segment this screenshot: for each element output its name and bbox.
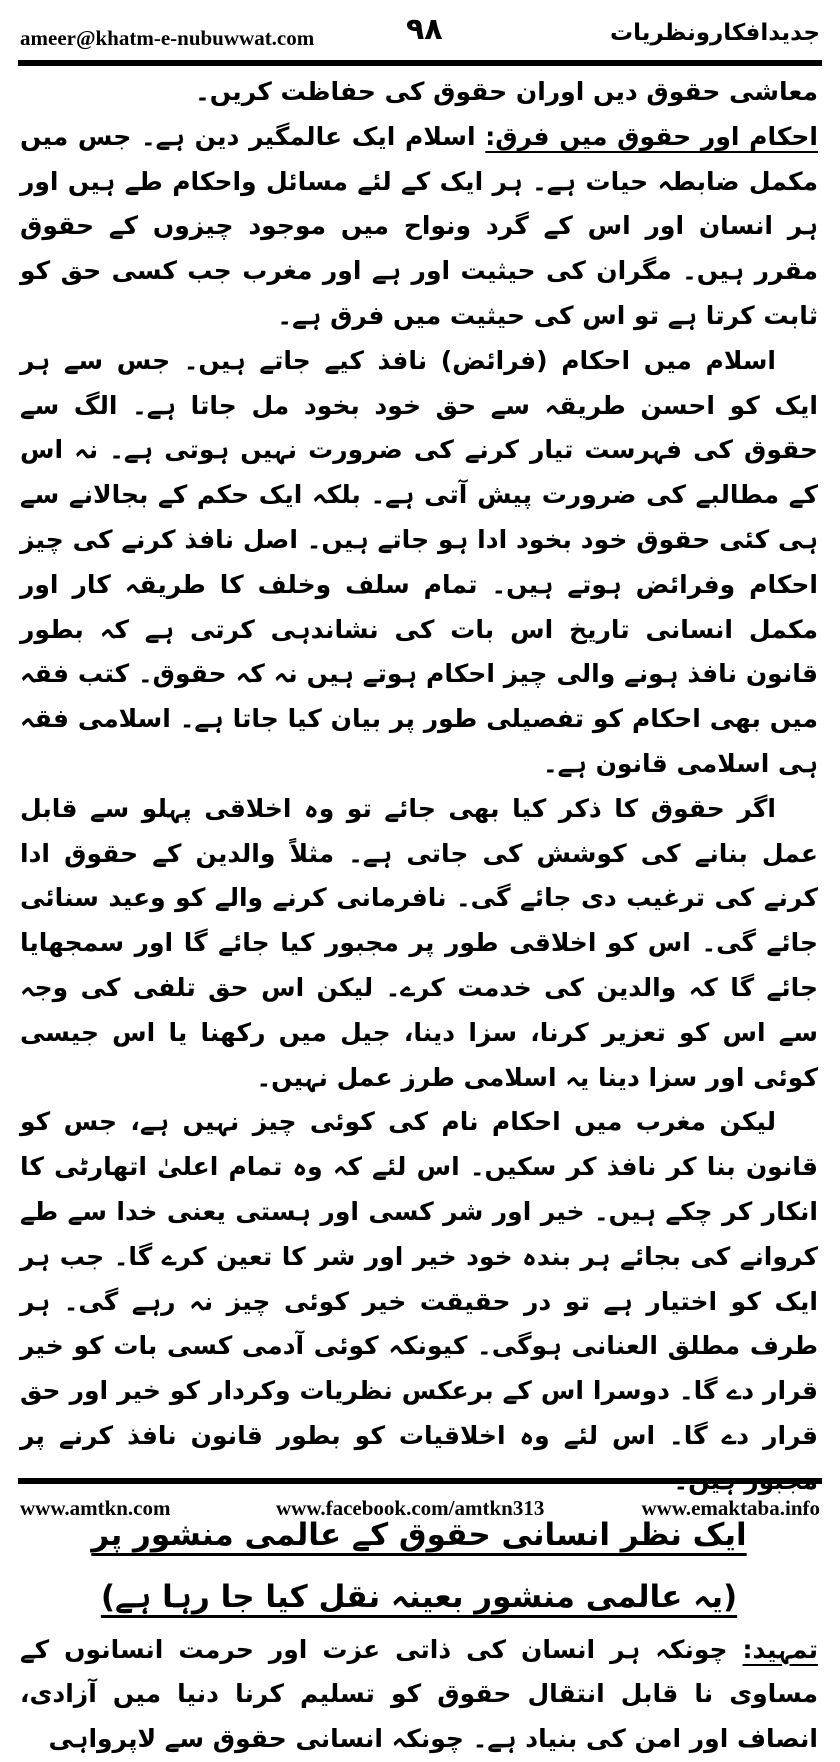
paragraph-5: لیکن مغرب میں احکام نام کی کوئی چیز نہیں ہے، جس کو قانون بنا کر نافذ کر سکیں۔ اس لئے کہ وہ تمام اعلیٰ اتھارٹی کا انکار کر چکے ہیں۔ خیر اور شر کسی اور ہستی یعنی خدا سے طے کروانے کی بجائے ہر بندہ خود خیر اور شر کا تعین کرے گا۔ جب ہر ایک کو اختیار ہے تو در حقیقت خیر کوئی چیز نہ رہے گی۔ ہر طرف مطلق العنانی ہوگی۔ کیونکہ کوئی آدمی کسی بات کو خیر قرار دے گا۔ دوسرا اس کے برعکس نظریات وکردار کو خیر اور حق قرار دے گا۔ اس لئے وہ اخلاقیات کو بطور قانون نافذ کرنے پر مجبور ہیں۔	[20, 1107, 818, 1495]
paragraph-1: معاشی حقوق دیں اوران حقوق کی حفاظت کریں۔	[195, 77, 818, 106]
page-number: ۹۸	[406, 12, 443, 47]
section-label-ahkam: احکام اور حقوق میں فرق:	[485, 121, 819, 151]
header-email: ameer@khatm-e-nubuwwat.com	[20, 26, 315, 50]
paragraph-3: اسلام میں احکام (فرائض) نافذ کیے جاتے ہیں۔ جس سے ہر ایک کو احسن طریقہ سے حق خود بخود مل جاتا ہے۔ الگ سے حقوق کی فہرست تیار کرنے کی ضرورت نہیں ہوتی ہے۔ نہ اس کے مطالبے کی ضرورت پیش آتی ہے۔ بلکہ ایک حکم کے بجالانے سے ہی کئی حقوق خود بخود ادا ہو جاتے ہیں۔ اصل نافذ کرنے کی چیز احکام وفرائض ہوتے ہیں۔ تمام سلف وخلف کا طریقہ کار اور مکمل انسانی تاریخ اس بات کی نشاندہی کرتی ہے کہ بطور قانون نافذ ہونے والی چیز احکام ہوتے ہیں نہ کہ حقوق۔ کتب فقہ میں بھی احکام کو تفصیلی طور پر بیان کیا جاتا ہے۔ اسلامی فقہ ہی اسلامی قانون ہے۔	[20, 345, 818, 778]
paragraph-2-text: اسلام ایک عالمگیر دین ہے۔ جس میں مکمل ضابطہ حیات ہے۔ ہر ایک کے لئے مسائل واحکام طے ہیں اور ہر انسان اور اس کے گرد ونواح میں موجود چیزوں کے حقوق مقرر ہیں۔ مگران کی حیثیت اور ہے اور مغرب جب کسی حق کو ثابت کرتا ہے تو اس کی حیثیت میں فرق ہے۔	[20, 121, 818, 330]
paragraph-4: اگر حقوق کا ذکر کیا بھی جائے تو وہ اخلاقی پہلو سے قابل عمل بنانے کی کوشش کی جاتی ہے۔ مثلاً والدین کے حقوق ادا کرنے کی ترغیب دی جائے گی۔ نافرمانی کرنے والے کو وعید سنائی جائے گی۔ اس کو اخلاقی طور پر مجبور کیا جائے گا اور سمجھایا جائے گا کہ والدین کی خدمت کرے۔ لیکن اس حق تلفی کی وجہ سے اس کو تعزیر کرنا، سزا دینا، جیل میں رکھنا یا اس جیسی کوئی اور سزا دینا یہ اسلامی طرز عمل نہیں۔	[20, 793, 818, 1092]
page-header	[18, 8, 822, 56]
footer-link-amtkn[interactable]: www.amtkn.com	[20, 1496, 171, 1520]
heading-title: ایک نظر انسانی حقوق کے عالمی منشور پر	[91, 1516, 747, 1553]
footer-rule	[18, 1478, 822, 1484]
footer-link-facebook[interactable]: www.facebook.com/amtkn313	[276, 1496, 545, 1520]
section-subheading	[20, 1566, 818, 1628]
footer-link-emaktaba[interactable]: www.emaktaba.info	[641, 1496, 820, 1520]
section-label-tamheed: تمہید:	[742, 1634, 818, 1664]
header-rule	[18, 60, 822, 66]
paragraph-2	[20, 115, 818, 339]
book-title: جدیدافکارونظریات	[609, 20, 820, 46]
paragraph-6	[20, 1628, 818, 1762]
heading-subtitle: (یہ عالمی منشور بعینہ نقل کیا جا رہا ہے)	[100, 1578, 738, 1615]
page-footer	[18, 1496, 822, 1526]
paragraph-6-text: چونکہ ہر انسان کی ذاتی عزت اور حرمت انسانوں کے مساوی نا قابل انتقال حقوق کو تسلیم کرنا دنیا میں آزادی، انصاف اور امن کی بنیاد ہے۔ چونکہ انسانی حقوق سے لاپرواہی	[20, 1634, 818, 1754]
